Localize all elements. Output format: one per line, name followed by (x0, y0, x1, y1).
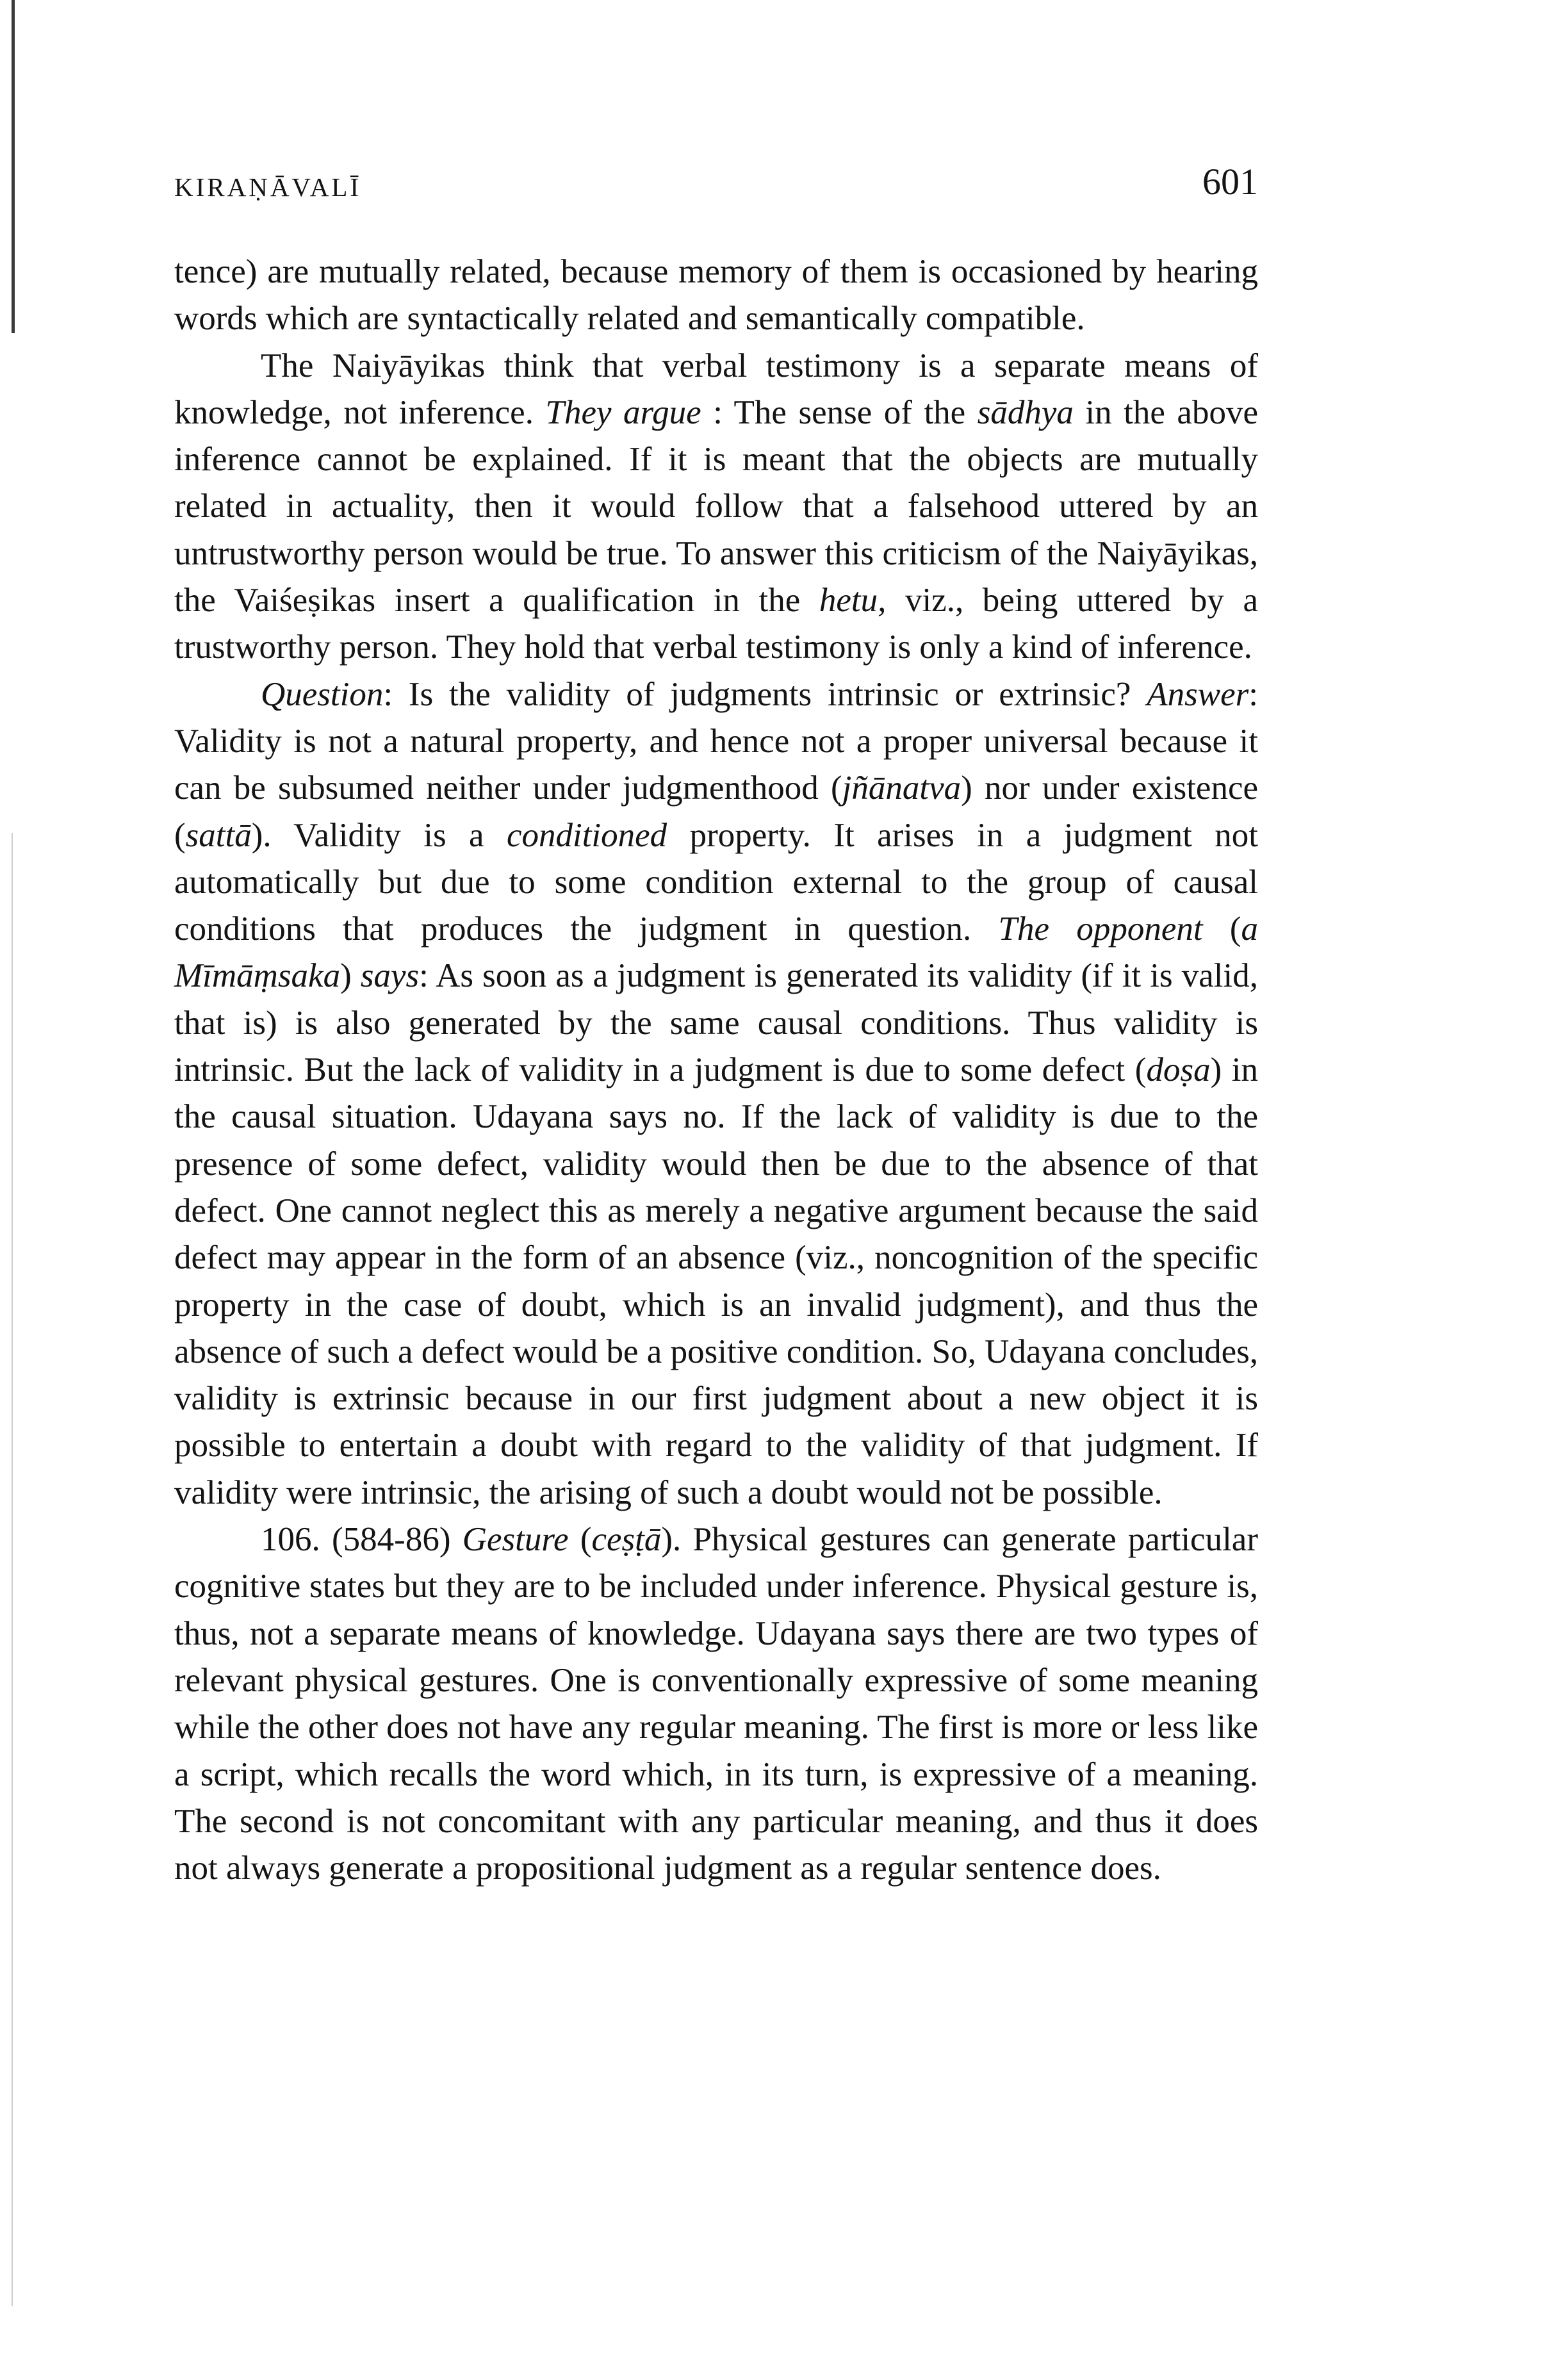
text-run: ) nor under existence ( (174, 769, 1258, 854)
italic-term: hetu, (819, 582, 887, 620)
text-run: tence) are mutually related, because memory of them is occasioned by hearing words which are syntactically related and semantically compatible. (174, 253, 1258, 338)
italic-term: conditioned (506, 816, 667, 854)
text-run: The Naiyāyikas think that verbal testimony is a separate means of knowledge, not inference. (174, 347, 1258, 431)
italic-term: sādhya (977, 393, 1074, 431)
text-run: ) in the causal situation. Udayana says no. If the lack of validity is due to the presence of some defect, validity would then be due to the absence of that defect. One cannot neglect this as merely a negative argument because the said defect may appear in the form of an absence (viz., noncognition of the specific property in the case of doubt, which is an invalid judgment), and thus the absence of such a defect would be a positive condition. So, Udayana concludes, validity is extrinsic because in our first judgment about a new object it is possible to entertain a doubt with regard to the validity of that judgment. If validity were intrinsic, the arising of such a doubt would not be possible. (174, 1051, 1259, 1511)
italic-term: a Mīmāṃsaka (174, 910, 1258, 995)
running-title: KIRAṆĀVALĪ (174, 172, 362, 202)
italic-term: Gesture (462, 1521, 569, 1559)
text-run: ). Physical gestures can generate particular cognitive states but they are to be included under inference. Physical gesture is, thus, not a separate means of knowledge. Udayana says there are two types of relevant physical gestures. One is conventionally expressive of some meaning while the other does not have any regular meaning. The first is more or less like a script, which recalls the word which, in its turn, is expressive of a meaning. The second is not concomitant with any particular meaning, and thus it does not always generate a propositional judgment as a regular sentence does. (174, 1521, 1258, 1887)
text-run: : As soon as a judgment is generated its validity (if it is valid, that is) is also generated by the same causal conditions. Thus validity is intrinsic. But the lack of validity in a judgment is due to some defect ( (174, 957, 1258, 1089)
paragraph-naiyayikas (174, 343, 1258, 671)
paragraph-gesture (174, 1516, 1258, 1892)
page-number: 601 (1202, 161, 1258, 202)
text-run: ) (340, 957, 361, 995)
italic-term: Question (261, 675, 384, 713)
text-run: ). Validity is a (251, 816, 507, 854)
paragraph-validity-question (174, 671, 1258, 1516)
text-run: 106. (584-86) (261, 1521, 462, 1559)
text-run: ( (1202, 910, 1241, 948)
paragraph-continuation (174, 249, 1258, 343)
italic-term: Answer (1147, 675, 1249, 713)
italic-term: The opponent (998, 910, 1203, 948)
body-text (174, 249, 1258, 1892)
italic-term: sattā (185, 816, 252, 854)
page-edge-rule (12, 0, 15, 333)
text-run: property. It arises in a judgment not automatically but due to some condition external to the group of causal conditions that produces the judgment in question. (174, 816, 1258, 948)
italic-term: jñānatva (842, 769, 962, 807)
italic-term: doṣa (1146, 1051, 1211, 1089)
text-run: ( (568, 1521, 592, 1559)
text-run: : Is the validity of judgments intrinsic or extrinsic? (383, 675, 1147, 713)
text-run: : The sense of the (701, 393, 978, 431)
italic-term: They argue (545, 393, 701, 431)
text-run: in the above inference cannot be explained. If it is meant that the objects are mutually related in actuality, then it would follow that a falsehood uttered by an untrustworthy person would be true. To answer this criticism of the Naiyāyikas, the Vaiśeṣikas insert a qualification in the (174, 393, 1258, 620)
running-head (174, 160, 1258, 211)
text-run: viz., being uttered by a trustworthy person. They hold that verbal testimony is only a kind of inference. (174, 582, 1259, 666)
text-run: : Validity is not a natural property, and hence not a proper universal because it can be subsumed neither under judgmenthood ( (174, 675, 1258, 807)
page-edge-shadow (12, 833, 13, 2306)
italic-term: says (360, 957, 420, 995)
italic-term: ceṣṭā (591, 1521, 662, 1559)
